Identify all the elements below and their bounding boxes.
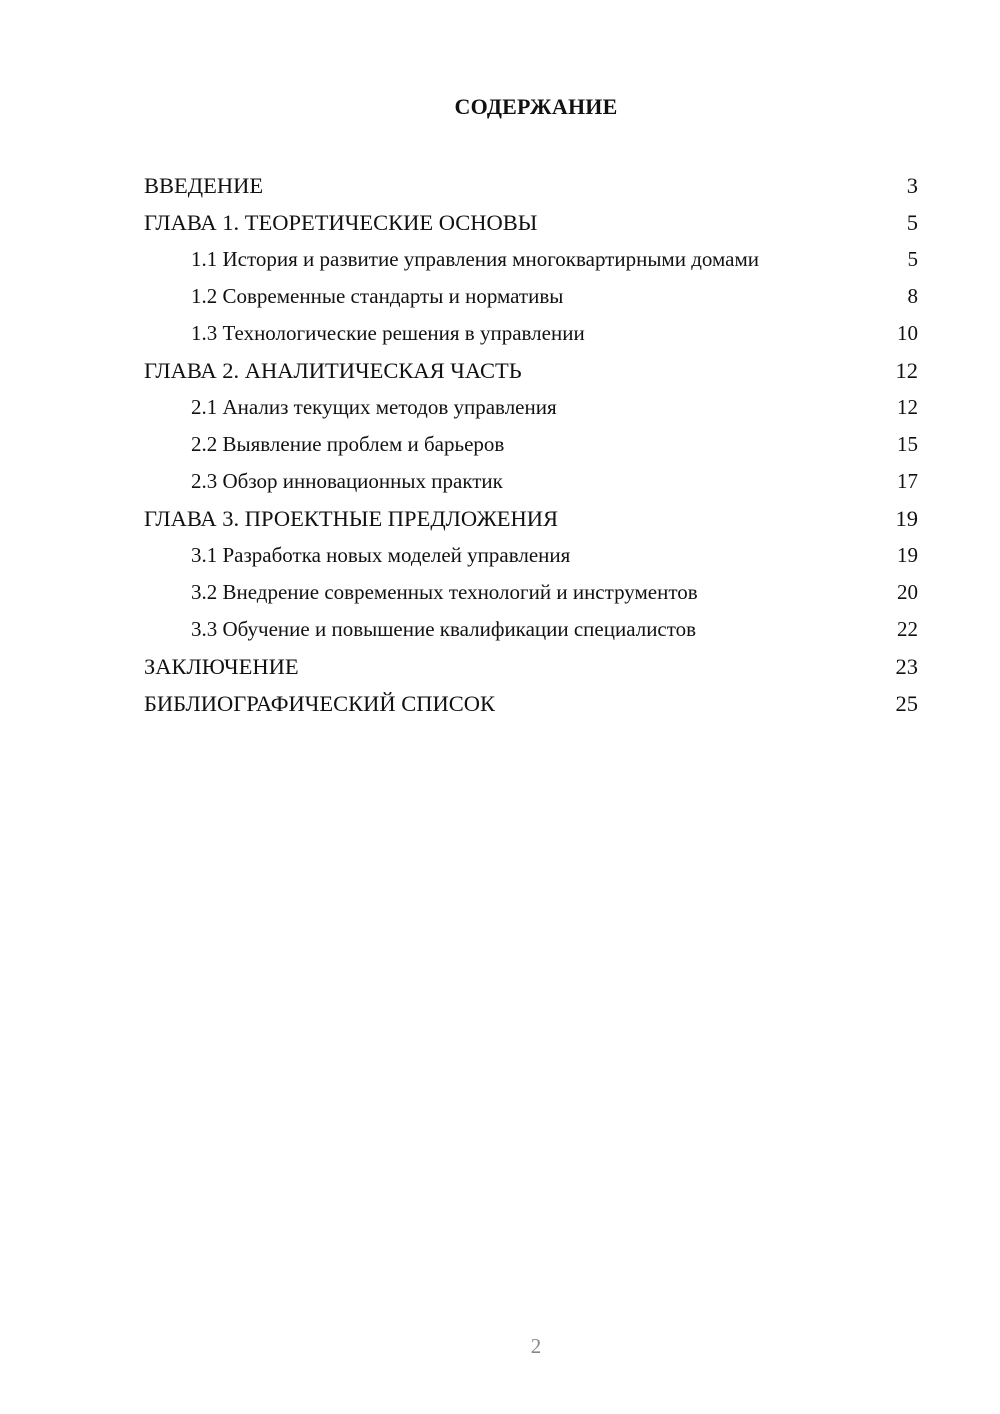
- toc-entry-text: 3.3 Обучение и повышение квалификации специалистов: [191, 617, 697, 641]
- toc-entry-text: 1.3 Технологические решения в управлении: [191, 321, 585, 345]
- toc-entry-text: 3.2 Внедрение современных технологий и инструментов: [191, 580, 698, 604]
- toc-entry-section-3-2[interactable]: [144, 574, 918, 611]
- toc-entry-section-3-3[interactable]: [144, 611, 918, 648]
- toc-entry-page: 19: [895, 506, 918, 531]
- toc-entry-chapter-1[interactable]: [144, 204, 918, 241]
- toc-entry-text: ГЛАВА 3. ПРОЕКТНЫЕ ПРЕДЛОЖЕНИЯ: [144, 506, 559, 531]
- toc-entry-page: 19: [897, 543, 918, 567]
- toc-entry-page: 10: [897, 321, 918, 345]
- toc-entry-section-2-2[interactable]: [144, 426, 918, 463]
- page-number: 2: [530, 1334, 542, 1358]
- toc-entry-page: 23: [895, 654, 918, 679]
- toc-entry-text: 1.1 История и развитие управления многоквартирными домами: [191, 247, 759, 271]
- table-of-contents: [144, 167, 918, 722]
- toc-entry-section-2-1[interactable]: [144, 389, 918, 426]
- toc-entry-page: 17: [897, 469, 918, 493]
- toc-entry-text: 2.3 Обзор инновационных практик: [191, 469, 503, 493]
- toc-entry-page: 15: [897, 432, 918, 456]
- toc-title: СОДЕРЖАНИЕ: [454, 94, 618, 119]
- toc-entry-page: 5: [907, 247, 918, 271]
- toc-entry-text: 1.2 Современные стандарты и нормативы: [191, 284, 564, 308]
- toc-entry-conclusion[interactable]: [144, 648, 918, 685]
- toc-entry-section-3-1[interactable]: [144, 537, 918, 574]
- toc-entry-chapter-3[interactable]: [144, 500, 918, 537]
- toc-entry-page: 20: [897, 580, 918, 604]
- toc-entry-text: ГЛАВА 2. АНАЛИТИЧЕСКАЯ ЧАСТЬ: [144, 358, 522, 383]
- toc-entry-page: 3: [906, 173, 918, 198]
- toc-entry-page: 12: [895, 358, 918, 383]
- toc-entry-section-1-1[interactable]: [144, 241, 918, 278]
- toc-entry-page: 5: [906, 210, 918, 235]
- toc-entry-page: 8: [907, 284, 918, 308]
- toc-entry-section-2-3[interactable]: [144, 463, 918, 500]
- toc-entry-section-1-2[interactable]: [144, 278, 918, 315]
- toc-entry-bibliography[interactable]: [144, 685, 918, 722]
- toc-entry-section-1-3[interactable]: [144, 315, 918, 352]
- toc-entry-text: 2.2 Выявление проблем и барьеров: [191, 432, 505, 456]
- toc-entry-page: 25: [895, 691, 918, 716]
- toc-entry-text: БИБЛИОГРАФИЧЕСКИЙ СПИСОК: [144, 691, 496, 716]
- toc-entry-text: ВВЕДЕНИЕ: [144, 173, 264, 198]
- toc-entry-text: ЗАКЛЮЧЕНИЕ: [144, 654, 299, 679]
- toc-entry-page: 12: [897, 395, 918, 419]
- toc-entry-chapter-2[interactable]: [144, 352, 918, 389]
- toc-entry-introduction[interactable]: [144, 167, 918, 204]
- toc-entry-text: 3.1 Разработка новых моделей управления: [191, 543, 571, 567]
- toc-entry-page: 22: [897, 617, 918, 641]
- toc-entry-text: 2.1 Анализ текущих методов управления: [191, 395, 557, 419]
- toc-entry-text: ГЛАВА 1. ТЕОРЕТИЧЕСКИЕ ОСНОВЫ: [144, 210, 538, 235]
